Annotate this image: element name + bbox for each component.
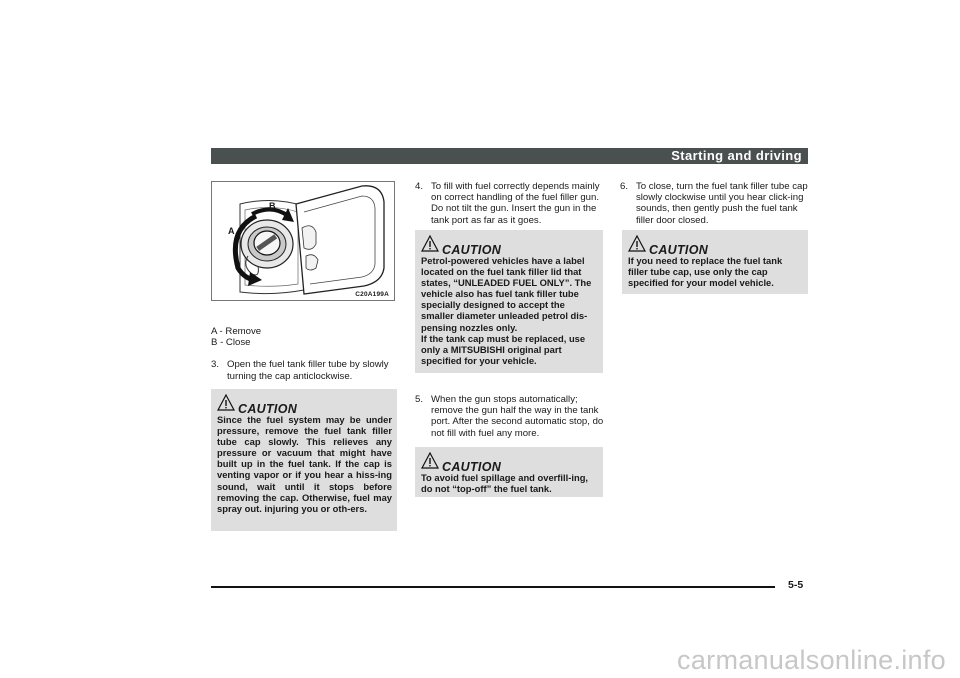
column-2-lower <box>415 394 605 439</box>
fuel-cap-drawing <box>212 182 396 302</box>
fuel-cap-illustration <box>211 181 395 301</box>
step-4-text: To fill with fuel correctly depends mainly on correct handling of the fuel filler gun. Do not tilt the gun. Insert the gun in the tank port as far as it goes. <box>431 181 600 226</box>
caution-text: Since the fuel system may be under pressure, remove the fuel tank filler tube cap slowly. This relieves any pressure or vacuum that might have built up in the fuel tank. If the cap is venting vapor or if you hear a hiss-ing sound, wait until it stops before removing the cap. Otherwise, fuel may spray out. injuring you or oth-ers. <box>217 414 392 514</box>
column-1 <box>211 326 399 382</box>
caution-text: Petrol-powered vehicles have a label located on the fuel tank filler lid that states, “UNLEADED FUEL ONLY”. The vehicle also has fuel tank filler tube specially designed to accept the smaller diameter unleaded petrol dis-pensing nozzles only. <box>421 255 592 333</box>
step-6-text: To close, turn the fuel tank filler tube cap slowly clockwise until you hear click-ing sounds, then gently push the fuel tank filler door closed. <box>636 181 808 226</box>
step-3-text: Open the fuel tank filler tube by slowly turning the cap anticlockwise. <box>227 359 389 382</box>
caution-header <box>217 394 392 414</box>
section-header-bar <box>211 148 808 164</box>
caution-title: CAUTION <box>442 243 502 257</box>
figure-code: C20A199A <box>355 291 389 298</box>
page-number: 5-5 <box>788 579 804 591</box>
step-4 <box>415 181 605 226</box>
caution-box-2 <box>415 230 603 373</box>
warning-triangle-icon <box>628 235 646 253</box>
step-5-text: When the gun stops automatically; remove the gun half the way in the tank port. After the second automatic stop, do not fill with fuel any more. <box>431 394 604 439</box>
caution-text: If you need to replace the fuel tank filler tube cap, use only the cap specified for your model vehicle. <box>628 255 783 289</box>
footer-rule <box>211 586 775 588</box>
caution-title: CAUTION <box>238 402 298 416</box>
step-4-number: 4. <box>415 181 424 192</box>
warning-triangle-icon <box>421 452 439 470</box>
watermark: carmanualsonline.info <box>677 645 946 675</box>
step-5-number: 5. <box>415 394 424 405</box>
step-6 <box>620 181 810 226</box>
legend-a: A - Remove <box>211 326 262 337</box>
caution-text-2: If the tank cap must be replaced, use only a MITSUBISHI original part specified for your vehicle. <box>421 332 586 366</box>
step-3 <box>211 359 399 381</box>
caution-text: To avoid fuel spillage and overfill-ing, do not “top-off” the fuel tank. <box>421 472 589 495</box>
column-3 <box>620 181 810 226</box>
warning-triangle-icon <box>421 235 439 253</box>
caution-title: CAUTION <box>442 460 502 474</box>
section-title: Starting and driving <box>671 148 802 163</box>
step-5 <box>415 394 605 439</box>
warning-triangle-icon <box>217 394 235 412</box>
caution-header <box>421 452 598 472</box>
caution-box-1 <box>211 389 397 531</box>
caution-header <box>628 235 803 255</box>
caution-box-3 <box>415 447 603 497</box>
caution-title: CAUTION <box>649 243 709 257</box>
caution-header <box>421 235 598 255</box>
caution-box-4 <box>622 230 808 294</box>
arrow-label-a: A <box>228 226 235 236</box>
step-3-number: 3. <box>211 359 220 371</box>
legend-b: B - Close <box>211 337 251 349</box>
step-6-number: 6. <box>620 181 629 192</box>
arrow-label-b: B <box>269 201 276 211</box>
column-2 <box>415 181 605 226</box>
